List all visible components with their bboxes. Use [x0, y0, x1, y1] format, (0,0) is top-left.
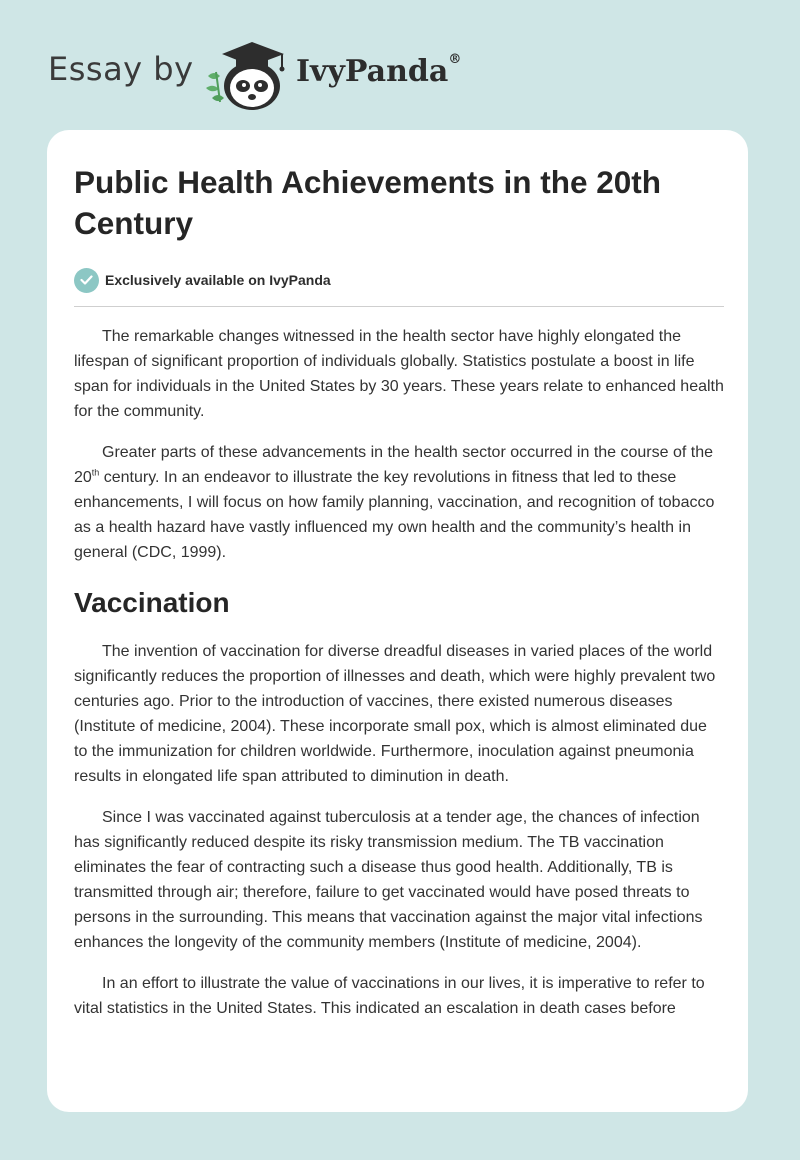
- brand-name[interactable]: IvyPanda®: [296, 52, 462, 89]
- essay-by-label: Essay by: [48, 50, 194, 88]
- exclusive-badge: [74, 266, 724, 294]
- paragraph-5: In an effort to illustrate the value of vaccinations in our lives, it is imperative to refer to vital statistics in the United States. This indicated an escalation in death cases before: [74, 975, 705, 1017]
- paragraph-1: The remarkable changes witnessed in the health sector have highly elongated the lifespan of significant proportion of individuals globally. Statistics postulate a boost in life span for individuals in the United States by 30 years. These years relate to enhanced health for the community.: [74, 328, 724, 420]
- check-icon: [74, 268, 99, 293]
- registered-mark: ®: [448, 52, 462, 67]
- ivypanda-logo-icon[interactable]: [200, 36, 296, 112]
- essay-card: [47, 130, 748, 1112]
- divider: [74, 306, 724, 307]
- paragraph-3: The invention of vaccination for diverse dreadful diseases in varied places of the world significantly reduces the proportion of illnesses and death, which were highly prevalent two centuries ago. Prior to the introduction of vaccines, there existed numerous diseases (Institute of medicine, 2004). These incorporate small pox, which is almost eliminated due to the immunization for children worldwide. Furthermore, inoculation against pneumonia results in elongated life span attributed to diminution in death.: [74, 643, 716, 785]
- exclusive-text: Exclusively available on IvyPanda: [105, 272, 331, 288]
- essay-content: [74, 162, 724, 1021]
- page-title: Public Health Achievements in the 20th Century: [74, 164, 661, 241]
- paragraph-2: Greater parts of these advancements in the health sector occurred in the course of the 20th century. In an endeavor to illustrate the key revolutions in fitness that led to these enhancements, I will focus on how family planning, vaccination, and recognition of tobacco as a health hazard have vastly influenced my own health and the community’s health in general (CDC, 1999).: [74, 444, 715, 561]
- section-heading-vaccination: Vaccination: [74, 587, 230, 618]
- site-header: [0, 0, 800, 130]
- paragraph-4: Since I was vaccinated against tuberculosis at a tender age, the chances of infection has significantly reduced despite its risky transmission medium. The TB vaccination eliminates the fear of contracting such a disease thus good health. Additionally, TB is transmitted through air; therefore, failure to get vaccinated would have posed threats to persons in the surrounding. This means that vaccination against the major vital infections enhances the longevity of the community members (Institute of medicine, 2004).: [74, 809, 703, 951]
